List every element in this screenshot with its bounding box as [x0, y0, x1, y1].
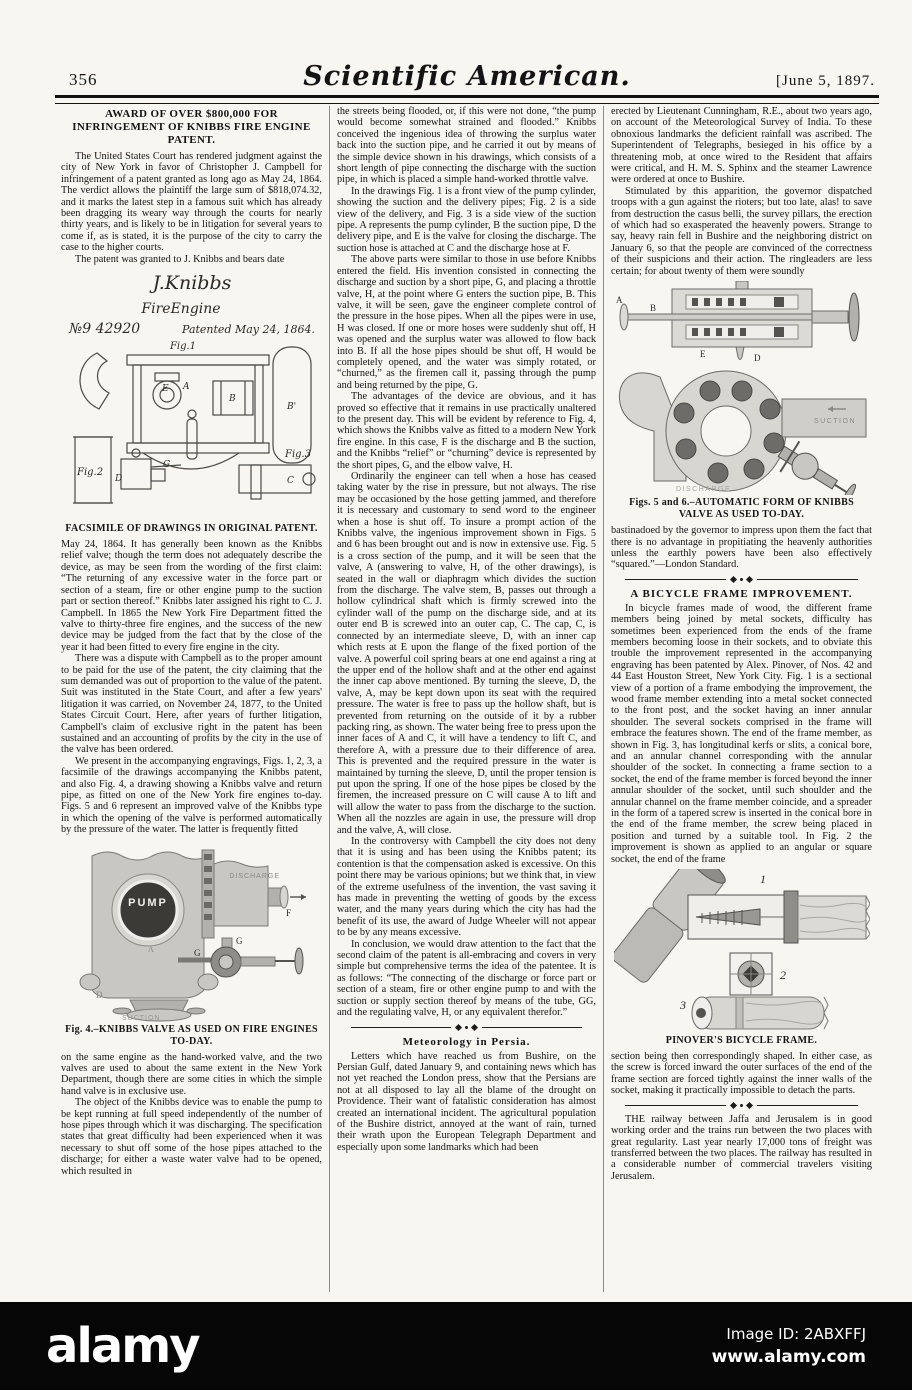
article-paragraph: The above parts were similar to those in use before Knibbs entered the field. His invention consisted in connecting the discharge and suction by a short pipe, G, and placing a throttle valve, H, at the point where G enters the suction pipe, B. This valve, it will be seen, gave the engineer complete control of the pressure in the hose pipes. When all the pipes were in use, H was closed. If one or more hoses were suddenly shut off, H was opened and the surplus water was allowed to flow back into B. If all the hose pipes should be shut off, H would be completely opened, and the water was simply rotated, or “churned,” as the firemen call it, passing through the pump and being returned by the pipe, G.: [337, 254, 596, 391]
section-title: Meteorology in Persia.: [402, 1035, 531, 1048]
fig4-a-label: A: [147, 944, 154, 954]
figure-caption: FACSIMILE OF DRAWINGS IN ORIGINAL PATENT.: [65, 523, 318, 535]
part-label-d: D: [114, 474, 122, 485]
figs56-discharge-label: DISCHARGE: [675, 486, 731, 494]
part-label-e: E: [161, 384, 169, 395]
figs56-suction-label: SUCTION: [813, 418, 856, 426]
alamy-logo: alamy: [46, 1318, 199, 1374]
pinover-figure: [611, 869, 872, 1047]
section-title: A BICYCLE FRAME IMPROVEMENT.: [630, 587, 853, 600]
section-divider: [351, 1024, 582, 1032]
pinover-illustration: [614, 869, 870, 1033]
watermark-bar: [0, 1302, 912, 1390]
article-paragraph: May 24, 1864. It has generally been known as the Knibbs relief valve; though the term does not adequately describe the device, as may be seen from the wording of the first claim: “The returning of any excessive water in the force part or section of a steam, fire or other engine pump to the suction part or section thereof.” Knibbs later assigned his right to C. J. Campbell. In 1865 the New York Fire Department fitted the valve to thirty-three fire engines, and the success of the new device may be judged from the fact that by the close of the year it had been fitted to every fire engine in the city.: [61, 539, 322, 653]
article-paragraph: The object of the Knibbs device was to enable the pump to be kept running at full speed independently of the number of hose pipes through which it was discharging. The specification states that great difficulty had been experienced when it was necessary to shut off some of the hose pipes attached to the discharge; for either a waste water valve had to be opened, which resulted in: [61, 1097, 322, 1177]
patent-drawing-illustration: [63, 269, 321, 521]
page-header: [55, 56, 879, 92]
fig4-figure: [61, 840, 322, 1048]
fig4-pump-label: PUMP: [127, 896, 168, 909]
fig4-illustration: [74, 840, 310, 1022]
article-paragraph: In the drawings Fig. 1 is a front view of the pump cylinder, showing the suction and the delivery pipes; Fig. 2 is a side view of the delivery, and Fig. 3 is a side view of the suction pipe. A represents the pump cylinder, B the suction pipe, D the delivery pipe, and E is the valve for closing the discharge. The suction hose is attached at C and the discharge hose at F.: [337, 185, 596, 254]
patent-signature: J.Knibbs: [152, 272, 231, 295]
article-paragraph: In bicycle frames made of wood, the different frame members being joined by metal sockets, difficulty has sometimes been experienced from the ends of the frame members becoming loose in their sockets, and to obviate this trouble the improvement represented in the accompanying engraving has been patented by Alex. Pinover, of Nos. 42 and 44 East Houston Street, New York City. Fig. 1 is a sectional view of a portion of a frame embodying the improvement, the wood frame member extending into a metal socket connected to the front post, and the socket having an inner annular shoulder. The several sockets comprised in the frame will embrace the features shown. The end of the frame member, as shown in Fig. 3, has longitudinal kerfs or slits, a conical bore, and an annular channel corresponding with the annular shoulder of the socket. In connecting a frame section to a socket, the end of the frame member is forced beyond the inner annular shoulder of the socket, until such shoulder and the annular channel on the frame member coincide, and a spreader in the form of a tapered screw is inserted in the conical bore in the end of the frame member, the screw being placed in position and turned by a suitable tool. In Fig. 2 the improvement is shown as applied to an angular or square socket, the end of the frame: [611, 602, 872, 865]
article-paragraph: bastinadoed by the governor to impress upon them the fact that there is no advantage in propitiating the heavenly authorities unless the earthly powers have been also effectively “squared.”—London Standard.: [611, 525, 872, 571]
figs5-6-figure: [611, 281, 872, 521]
fig4-suction-label: SUCTION: [121, 1014, 160, 1022]
article-paragraph: section being then correspondingly shaped. In either case, as the screw is forced inward the outer surfaces of the end of the frame section are forced tightly against the inner walls of the socket, making it practically impossible to detach the parts.: [611, 1051, 872, 1097]
figure-caption: Fig. 4.–KNIBBS VALVE AS USED ON FIRE ENGINES TO-DAY.: [65, 1023, 318, 1047]
pinover-2-label: 2: [779, 968, 786, 983]
article-paragraph: Ordinarily the engineer can tell when a hose has ceased taking water by the rise in pressure, but not always. The rise may be occasioned by the hose getting jammed, and therefore it is necessary and customary to send word to the engineer when a hose is shut off. To insure a prompt action of the Knibbs valve, the ingenious improvement shown in Figs. 5 and 6 has been brought out and is now in extensive use. Fig. 5 is a cross section of the pump, and it will be seen that the valve, A (answering to valve, H, of the other drawings), is seated in the wall or diaphragm which divides the suction from the discharge. The valve stem, B, passes out through a hollow cylindrical shaft which is firmly screwed into the cylinder wall of the pump on the discharge side, and at its outer end B is screwed into an outer cap, C. The cap, C, is connected by an intermediate sleeve, D, with an inner cap which rests at E upon the flange of the fixed portion of the valve. A powerful coil spring bears at one end against a ring at the upper end of the hollow shaft and at the other end against the inner cap above mentioned. By turning the sleeve, D, the valve, A, may be kept down upon its seat with the required pressure. The water is free to pass up the hollow shaft, but is prevented from returning on the outside of it by a rubber packing ring, as shown. The water being free to press upon the inner faces of A and C, it will have a tendency to lift C, and therefore A, with a pressure due to their difference of area. This is prevented and the required pressure in the water is maintained by turning the sleeve, D, until the proper tension is put upon the spring. If one of the hose pipes be closed by the firemen, the increased pressure on C will cause A to lift and will allow the water to pass from the discharge to the suction. When all the nozzles are again in use, the pressure will drop and the valve, A, will close.: [337, 471, 596, 836]
column-2: [329, 106, 604, 1292]
image-id: Image ID: 2ABXFFJ: [726, 1325, 866, 1343]
alamy-url: www.alamy.com: [711, 1347, 866, 1367]
figs56-e-label: E: [699, 349, 705, 360]
pinover-1-label: 1: [759, 872, 766, 887]
fig4-discharge-label: DISCHARGE: [228, 872, 280, 880]
article-paragraph: In conclusion, we would draw attention to the fact that the second claim of the patent is all-embracing and covers in very simple but comprehensive terms the idea of the patentee. It is as follows: “The connecting of the discharge or force part or section of a steam, fire or other engine pump to and with the suction or supply section thereof by means of the tube, GG, and the regulating valve, H, or any equivalent therefor.”: [337, 938, 596, 1019]
article-paragraph: on the same engine as the hand-worked valve, and the two valves are used to about the same extent in the New York Department, though there are some cities in which the simple hand valve is in exclusive use.: [61, 1051, 322, 1097]
figure-caption: PINOVER'S BICYCLE FRAME.: [665, 1035, 818, 1047]
fig4-f-label: F: [285, 907, 291, 918]
issue-date: [June 5, 1897.: [776, 73, 875, 89]
section-divider: [625, 576, 858, 584]
section-divider: [625, 1102, 858, 1110]
figs56-a-label: A: [615, 295, 622, 306]
article-paragraph: Letters which have reached us from Bushire, on the Persian Gulf, dated January 9, and containing news which has not yet reached the London press, show that the Persians are not at all disposed to lay all the blame of the drought on Providence. Their want of fatalistic consideration has almost created an international incident. The agricultural population of the Bushire district, annoyed at the want of rain, turned their wrath upon the European Telegraph Department and especially upon some landmarks which had been: [337, 1050, 596, 1153]
patent-facsimile-figure: [61, 269, 322, 535]
fig4-d-label: D: [95, 989, 102, 1000]
pinover-3-label: 3: [679, 998, 686, 1013]
patent-subject: FireEngine: [140, 301, 221, 318]
fig2-label: Fig.2: [76, 467, 103, 479]
article-paragraph: In the controversy with Campbell the city does not deny that it is using and has been using the Knibbs patent; its contention is that the compensation asked is excessive. On this point there may be various opinions; but we think that, in view of the extreme usefulness of the invention, the vast saving it has made in preventing the wetting of goods by the excess water, and the many years during which the city has had the benefit of its use, the award of Judge Wheeler will not appear to be by any means excessive.: [337, 836, 596, 939]
article-paragraph: THE railway between Jaffa and Jerusalem is in good working order and the trains run between the two places with great regularity. Last year nearly 17,000 tons of freight was transferred between the two places. The railway has resulted in a considerable number of commercial travelers visiting Jerusalem.: [611, 1113, 872, 1182]
article-paragraph: Stimulated by this apparition, the governor dispatched troops with a gun against the rioters; but too late, alas! to save from destruction the casus belli, the survey pillars, the erection of which had so exasperated the heavenly powers. Strange to say, heavy rain fell in Bushire and the neighboring district on January 6, so that the people are convinced of the correctness of their suspicions and their action. The ringleaders are less certain; for about twenty of them were soundly: [611, 185, 872, 277]
part-label-a: A: [182, 382, 189, 393]
article-paragraph: We present in the accompanying engravings, Figs. 1, 2, 3, a facsimile of the drawings accompanying the Knibbs patent, and also Fig. 4, a drawing showing a Knibbs valve and return pipe, as fitted on one of the New York fire engines to-day. Figs. 5 and 6 represent an improved valve of the Knibbs type in which the opening of the valve is performed automatically by the pressure of the water. The latter is frequently fitted: [61, 755, 322, 836]
part-label-c: C: [286, 476, 294, 487]
article-paragraph: erected by Lieutenant Cunningham, R.E., about two years ago, on account of the Meteorological Survey of India. To these obnoxious landmarks the deficient rainfall was ascribed. The Superintendent of Telegraphs, besieged in his office by a threatening mob, at once wired to the Resident that affairs were critical, and H. M. S. Sphinx and the steamer Lawrence were ordered at once to Bushire.: [611, 106, 872, 186]
column-1: [54, 106, 329, 1292]
part-label-b: B: [228, 394, 236, 405]
article-paragraph: the streets being flooded, or, if this were not done, “the pump would become somewhat strained and flooded.” Knibbs conceived the ingenious idea of throwing the surplus water back into the suction pipe, and he carried it out by means of the simple device shown in his drawings, which consists of a short length of pipe connecting the discharge with the suction pipe, in which is placed a simple hand-worked throttle valve.: [337, 106, 596, 186]
article-paragraph: The advantages of the device are obvious, and it has proved so effective that it remains in use practically unaltered to the present day. This will be evident by reference to Fig. 4, which shows the Knibbs valve as fitted to a modern New York fire engine. In this case, F is the discharge and B the suction, and the Knibbs “relief” or “churning” device is represented by the short pipes, G, and the elbow valve, H.: [337, 391, 596, 471]
figs56-b-label: B: [649, 303, 656, 314]
patent-number: №9 42920: [68, 321, 140, 338]
article-paragraph: The United States Court has rendered judgment against the city of New York in favor of Christopher J. Campbell for infringement of a patent granted as long ago as May 24, 1864. The verdict allows the plaintiff the large sum of $818,074.32, and it marks the latest step in a famous suit which has already been dragging its weary way through the courts for nearly thirty years, and is likely to be in litigation for several years to come if, as is stated, it is the purpose of the city to carry the case to the higher courts.: [61, 151, 322, 254]
figure-caption: Figs. 5 and 6.–AUTOMATIC FORM OF KNIBBS VALVE AS USED TO-DAY.: [629, 497, 854, 521]
article-columns: [54, 106, 880, 1292]
fig4-g1-label: G: [235, 935, 242, 946]
fig1-label: Fig.1: [169, 341, 196, 353]
article-paragraph: There was a dispute with Campbell as to the proper amount to be paid for the use of the patent, the city claiming that the sum demanded was out of proportion to the value of the patent. Suit was instituted in the State Court, and after a few years' litigation it was carried, on November 24, 1877, to the United States Circuit Court. Here, after years of further litigation, Campbell's claim of exclusive right in the patent has been sustained and an accounting of profits by the city in the use of the valve has been ordered.: [61, 653, 322, 756]
figs56-d-label: D: [753, 353, 760, 364]
article-paragraph: The patent was granted to J. Knibbs and bears date: [75, 253, 285, 265]
column-3: [604, 106, 879, 1292]
watermark-info: [712, 1325, 866, 1367]
header-rule: [55, 95, 879, 104]
figs5-6-illustration: [614, 281, 870, 495]
page-number: 356: [69, 70, 98, 89]
part-label-bprime: B': [286, 402, 296, 413]
fig3-label: Fig.3: [284, 449, 311, 461]
article-title: AWARD OF OVER $800,000 FOR INFRINGEMENT OF KNIBBS FIRE ENGINE PATENT.: [72, 108, 311, 146]
part-label-g: G: [162, 460, 170, 471]
patent-date: Patented May 24, 1864.: [181, 323, 315, 337]
masthead-title: Scientific American.: [303, 61, 631, 92]
fig4-g2-label: G: [193, 947, 200, 958]
